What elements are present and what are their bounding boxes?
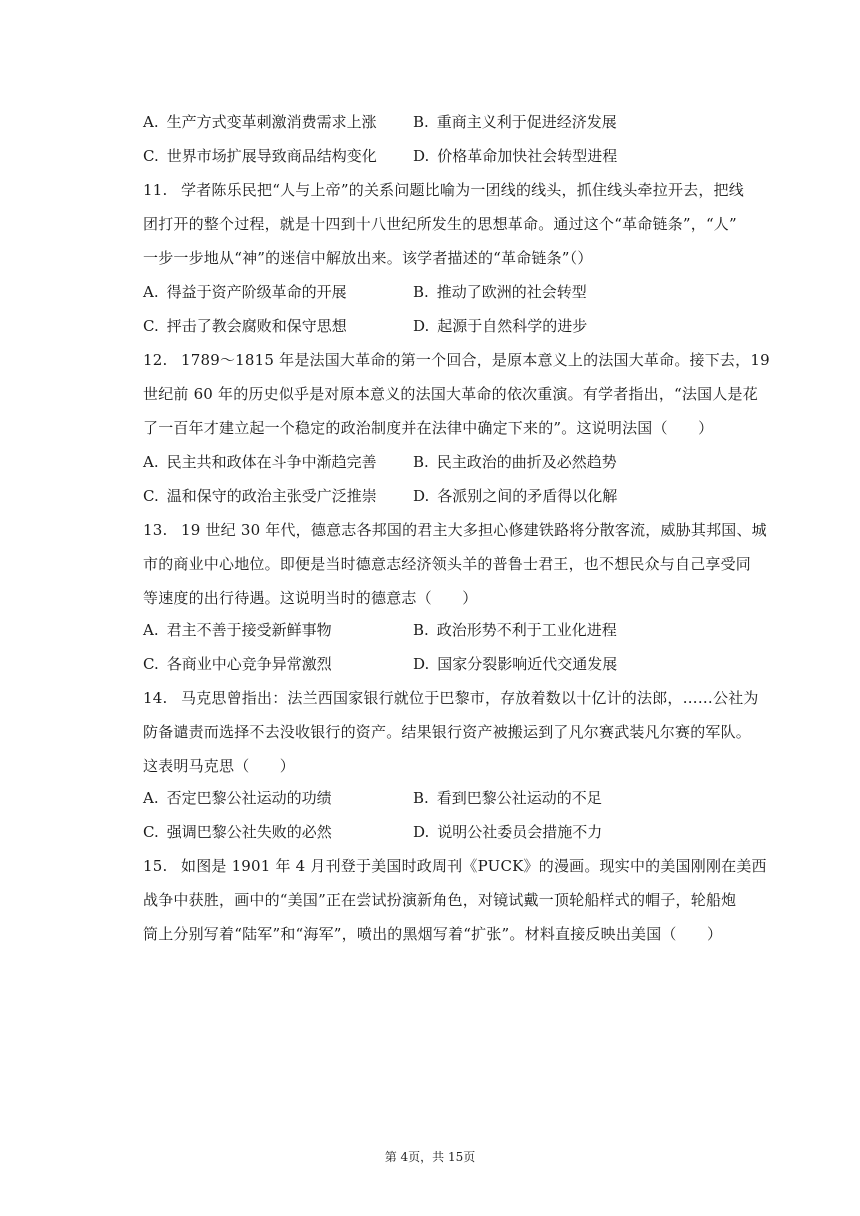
q15-stem-line-1: 15. 如图是 1901 年 4 月刊登于美国时政周刊《PUCK》的漫画。现实中的美国刚刚在美西 [143, 857, 767, 875]
q14-option-b: B. 看到巴黎公社运动的不足 [413, 789, 602, 807]
q11-stem-line-3: 一步一步地从“神”的迷信中解放出来。该学者描述的“革命链条”（） [143, 249, 593, 267]
q13-option-b: B. 政治形势不利于工业化进程 [413, 621, 617, 639]
q15-stem-line-2: 战争中获胜，画中的“美国”正在尝试扮演新角色，对镜试戴一顶轮船样式的帽子，轮船炮 [143, 891, 737, 909]
q13-number: 13. [143, 521, 168, 539]
q11-stem-line-2: 团打开的整个过程，就是十四到十八世纪所发生的思想革命。通过这个“革命链条”，“人” [143, 215, 737, 233]
q13-stem-line-1: 13. 19 世纪 30 年代，德意志各邦国的君主大多担心修建铁路将分散客流，威胁其邦国、城 [143, 521, 767, 539]
q13-stem-line-3: 等速度的出行待遇。这说明当时的德意志（ ） [143, 589, 478, 607]
q12-stem-line-3: 了一百年才建立起一个稳定的政治制度并在法律中确定下来的”。这说明法国（ ） [143, 419, 714, 437]
page-footer: 第 4页，共 15页 [384, 1150, 476, 1164]
q11-stem-line-1: 11. 学者陈乐民把“人与上帝”的关系问题比喻为一团线的线头，抓住线头牵拉开去，把线 [143, 181, 744, 199]
q11-option-c: C. 抨击了教会腐败和保守思想 [143, 317, 347, 335]
q14-stem-line-2: 防备谴责而选择不去没收银行的资产。结果银行资产被搬运到了凡尔赛武装凡尔赛的军队。 [143, 723, 752, 741]
q12-option-d: D. 各派别之间的矛盾得以化解 [413, 487, 618, 505]
q11-option-b: B. 推动了欧洲的社会转型 [413, 283, 587, 301]
q15-number: 15. [143, 857, 168, 875]
q14-option-a: A. 否定巴黎公社运动的功绩 [143, 789, 332, 807]
q14-option-c: C. 强调巴黎公社失败的必然 [143, 823, 332, 841]
q13-option-a: A. 君主不善于接受新鲜事物 [143, 621, 332, 639]
q10-option-b: B. 重商主义利于促进经济发展 [413, 113, 617, 131]
q15-stem-line-3: 筒上分别写着“陆军”和“海军”，喷出的黑烟写着“扩张”。材料直接反映出美国（ ） [143, 925, 723, 943]
q12-number: 12. [143, 351, 168, 369]
q14-option-d: D. 说明公社委员会措施不力 [413, 823, 603, 841]
q12-option-b: B. 民主政治的曲折及必然趋势 [413, 453, 617, 471]
q14-stem-line-1: 14. 马克思曾指出：法兰西国家银行就位于巴黎市，存放着数以十亿计的法郎，……公社为 [143, 689, 759, 707]
q14-stem-line-3: 这表明马克思（ ） [143, 757, 296, 775]
q12-option-a: A. 民主共和政体在斗争中渐趋完善 [143, 453, 377, 471]
q13-stem-line-2: 市的商业中心地位。即便是当时德意志经济领头羊的普鲁士君王，也不想民众与自己享受同 [143, 555, 752, 573]
q10-option-c: C. 世界市场扩展导致商品结构变化 [143, 147, 377, 165]
q10-option-d: D. 价格革命加快社会转型进程 [413, 147, 618, 165]
q11-option-d: D. 起源于自然科学的进步 [413, 317, 588, 335]
q10-option-a: A. 生产方式变革刺激消费需求上涨 [143, 113, 377, 131]
q12-option-c: C. 温和保守的政治主张受广泛推崇 [143, 487, 377, 505]
q13-option-c: C. 各商业中心竞争异常激烈 [143, 655, 332, 673]
q11-number: 11. [143, 181, 168, 199]
q13-option-d: D. 国家分裂影响近代交通发展 [413, 655, 618, 673]
q12-stem-line-2: 世纪前 60 年的历史似乎是对原本意义的法国大革命的依次重演。有学者指出，“法国人是花 [143, 385, 758, 403]
q11-option-a: A. 得益于资产阶级革命的开展 [143, 283, 347, 301]
q14-number: 14. [143, 689, 168, 707]
q12-stem-line-1: 12. 1789～1815 年是法国大革命的第一个回合，是原本意义上的法国大革命。接下去，19 [143, 351, 770, 369]
